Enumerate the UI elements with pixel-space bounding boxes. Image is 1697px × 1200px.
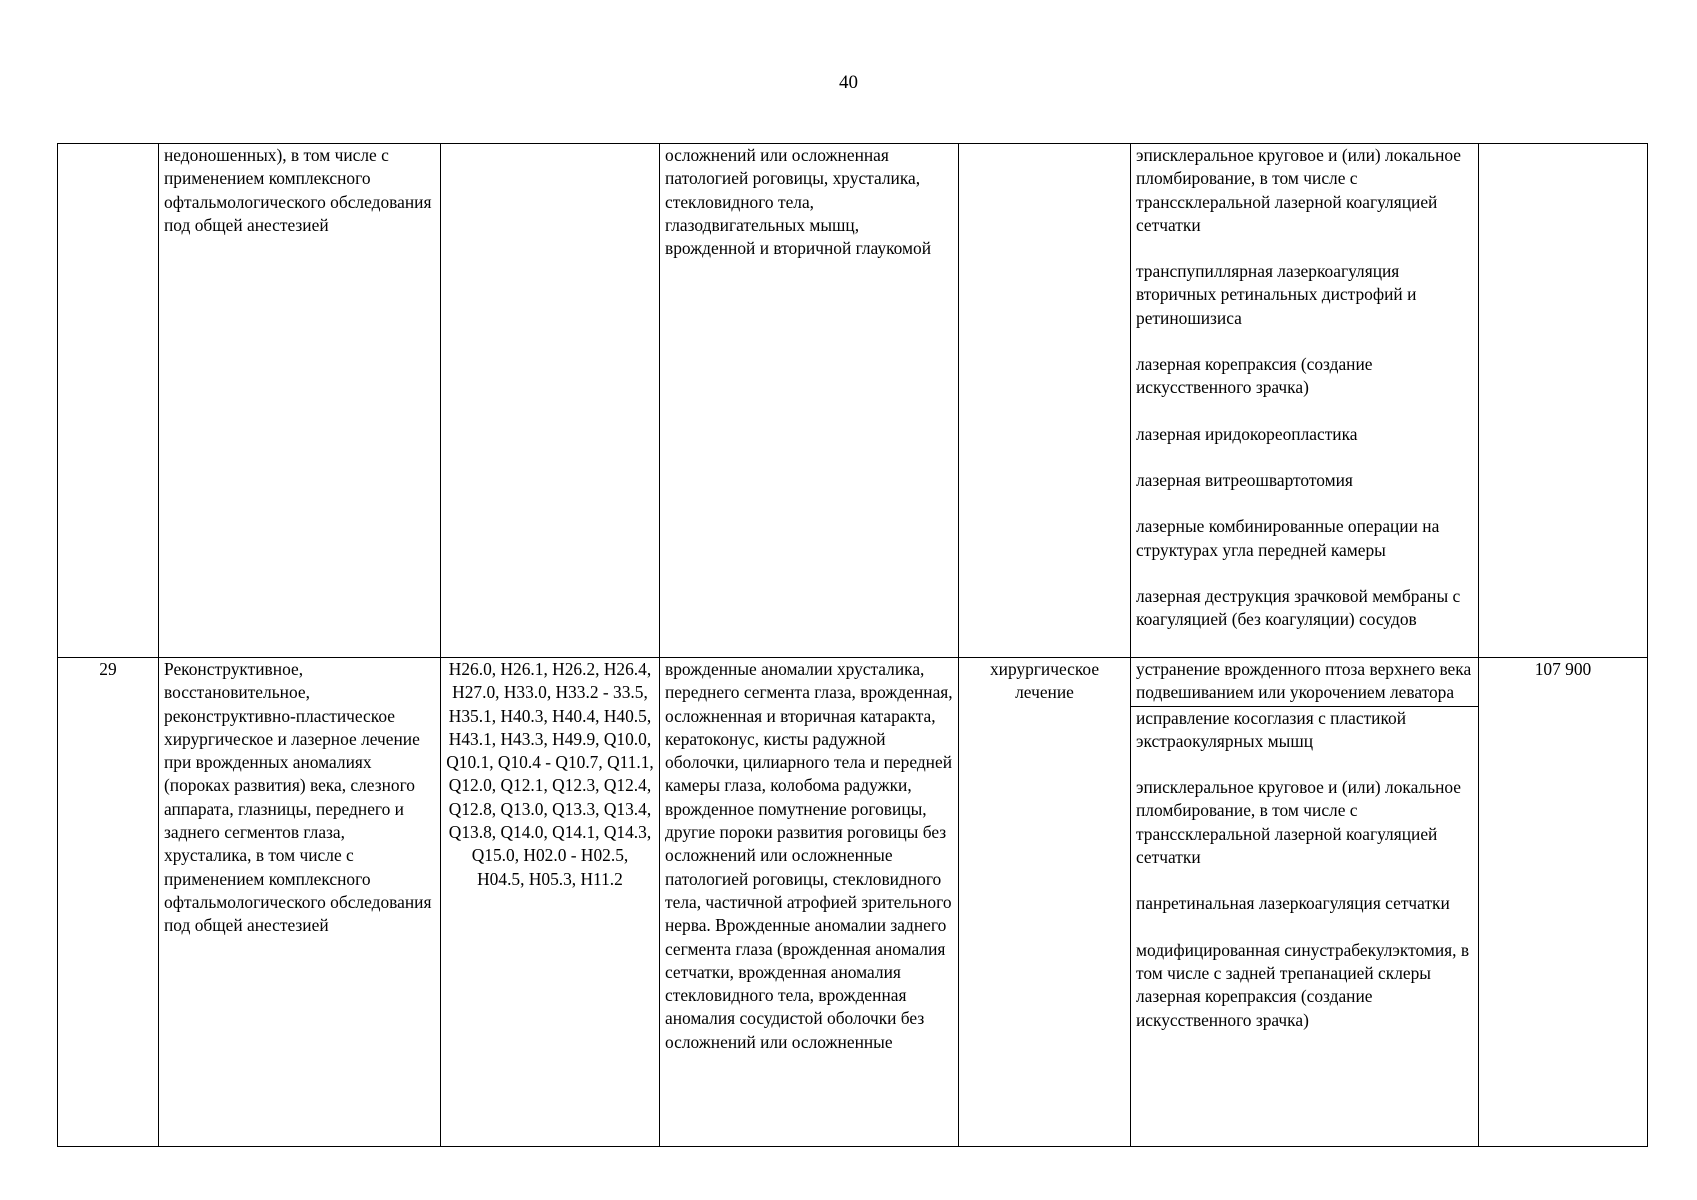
method-item: лазерная деструкция зрачковой мембраны с коагуляцией (без коагуляции) сосудов [1136,585,1461,630]
row-title: Реконструктивное, восстановительное, реконструктивно-пластическое хирургическое и лазерное лечение при врожденных аномалиях (пороках развития) века, слезного аппарата, глазницы, переднего и заднего сегментов глаза, хрусталика, в том числе с применением комплексного офтальмологического обследования под общей анестезией [159,658,441,1147]
page-number: 40 [839,72,858,93]
table-row [58,658,1648,1147]
row-cost: 107 900 [1479,658,1648,1147]
method-list [1136,707,1473,1032]
method-item: эписклеральное круговое и (или) локальное пломбирование, в том числе с транссклеральной лазерной коагуляцией сетчатки [1136,145,1462,235]
row-treatment-type: хирургическое лечение [959,658,1131,1147]
row-codes [441,144,660,658]
method-item: транспупиллярная лазеркоагуляция вторичных ретинальных дистрофий и ретиношизиса [1136,261,1417,328]
row-patient-model: врожденные аномалии хрусталика, переднего сегмента глаза, врожденная, осложненная и вторичная катаракта, кератоконус, кисты радужной оболочки, цилиарного тела и передней камеры глаза, колобома радужки, врожденное помутнение роговицы, другие пороки развития роговицы без осложнений или осложненные патологией роговицы, стекловидного тела, частичной атрофией зрительного нерва. Врожденные аномалии заднего сегмента глаза (врожденная аномалия сетчатки, врожденная аномалия стекловидного тела, врожденная аномалия сосудистой оболочки без осложнений или осложненные [660,658,959,1147]
method-item: лазерная корепраксия (создание искусственного зрачка) [1136,354,1373,398]
method-item: лазерная иридокореопластика [1136,423,1358,444]
services-table [57,143,1648,1147]
method-item: панретинальная лазеркоагуляция сетчатки [1136,893,1450,914]
row-patient-model: осложнений или осложненная патологией роговицы, хрусталика, стекловидного тела, глазодвигательных мышц, врожденной и вторичной глаукомой [660,144,959,658]
method-item: исправление косоглазия с пластикой экстраокулярных мышц [1136,707,1407,751]
row-codes: H26.0, H26.1, H26.2, H26.4, H27.0, H33.0, H33.2 - 33.5, H35.1, H40.3, H40.4, H40.5, H43.1, H43.3, H49.9, Q10.0, Q10.1, Q10.4 - Q10.7, Q11.1, Q12.0, Q12.1, Q12.3, Q12.4, Q12.8, Q13.0, Q13.3, Q13.4, Q13.8, Q14.0, Q14.1, Q14.3, Q15.0, H02.0 - H02.5, H04.5, H05.3, H11.2 [441,658,660,1147]
row-methods [1131,144,1479,658]
method-item: лазерные комбинированные операции на структурах угла передней камеры [1136,516,1440,560]
table-row [58,144,1648,658]
row-number [58,144,159,658]
row-cost [1479,144,1648,658]
method-item: лазерная витреошвартотомия [1136,469,1353,490]
row-methods [1131,658,1479,1147]
method-item: лазерная корепраксия (создание искусственного зрачка) [1136,986,1373,1030]
row-title: недоношенных), в том числе с применением комплексного офтальмологического обследования под общей анестезией [159,144,441,658]
method-item-first: устранение врожденного птоза верхнего века подвешиванием или укорочением леватора [1131,658,1478,707]
method-item: эписклеральное круговое и (или) локальное пломбирование, в том числе с транссклеральной лазерной коагуляцией сетчатки [1136,777,1462,868]
row-number: 29 [58,658,159,1147]
row-treatment-type [959,144,1131,658]
method-item: модифицированная синустрабекулэктомия, в том числе с задней трепанацией склеры [1136,939,1470,983]
